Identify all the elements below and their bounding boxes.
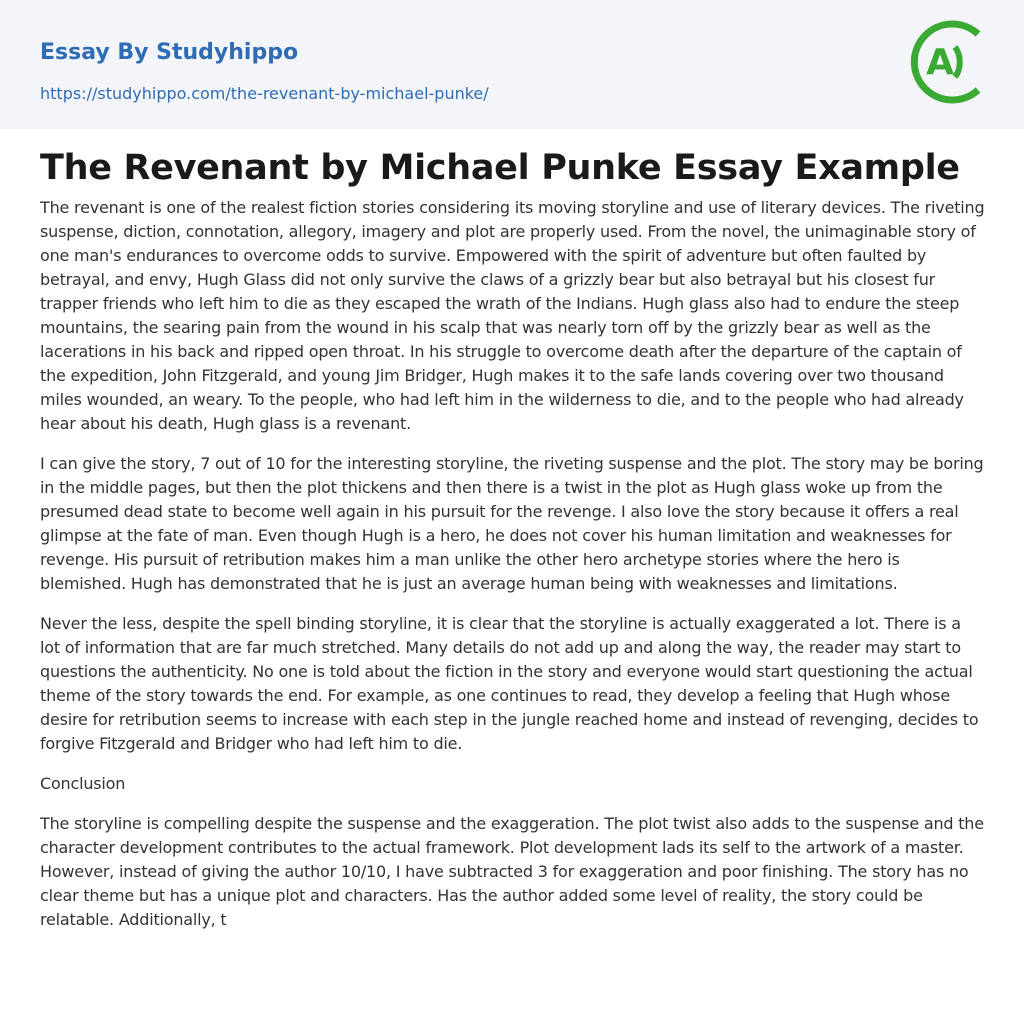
conclusion-heading: Conclusion [40, 774, 126, 793]
site-header [0, 0, 1024, 129]
essay-paragraph-conclusion: The storyline is compelling despite the suspense and the exaggeration. The plot twist also adds to the suspense and the character development contributes to the actual framework. Plot development lads its self to the artwork of a master. However, instead of giving the author 10/10, I have subtracted 3 for exaggeration and poor finishing. The story has no clear theme but has a unique plot and characters. Has the author added some level of reality, the story could be relatable. Additionally, t [40, 814, 984, 929]
studyhippo-a-logo[interactable] [904, 19, 988, 105]
essay-paragraph-3: Never the less, despite the spell binding storyline, it is clear that the storyline is actually exaggerated a lot. There is a lot of information that are far much stretched. Many details do not add up and along the way, the reader may start to questions the authenticity. No one is told about the fiction in the story and everyone would start questioning the actual theme of the story towards the end. For example, as one continues to read, they develop a feeling that Hugh whose desire for retribution seems to increase with each step in the jungle reached home and instead of revenging, decides to forgive Fitzgerald and Bridger who had left him to die. [40, 614, 979, 753]
essay-article [40, 146, 985, 932]
logo-letter: A [926, 42, 954, 83]
essay-paragraph-1: The revenant is one of the realest fiction stories considering its moving storyline and use of literary devices. The riveting suspense, diction, connotation, allegory, imagery and plot are properly used. From the novel, the unimaginable story of one man's endurances to overcome odds to survive. Empowered with the spirit of adventure but often faulted by betrayal, and envy, Hugh Glass did not only survive the claws of a grizzly bear but also betrayal but his closest fur trapper friends who left him to die as they escaped the wrath of the Indians. Hugh glass also had to endure the steep mountains, the searing pain from the wound in his scalp that was nearly torn off by the grizzly bear as well as the lacerations in his back and ripped open throat. In his struggle to overcome death after the departure of the captain of the expedition, John Fitzgerald, and young Jim Bridger, Hugh makes it to the safe lands covering over two thousand miles wounded, an weary. To the people, who had left him in the wilderness to die, and to the people who had already hear about his death, Hugh glass is a revenant. [40, 198, 985, 433]
essay-url-link[interactable]: https://studyhippo.com/the-revenant-by-michael-punke/ [40, 84, 489, 103]
essay-paragraph-2: I can give the story, 7 out of 10 for the interesting storyline, the riveting suspense and the plot. The story may be boring in the middle pages, but then the plot thickens and then there is a twist in the plot as Hugh glass woke up from the presumed dead state to become well again in his pursuit for the revenge. I also love the story because it offers a real glimpse at the fate of man. Even though Hugh is a hero, he does not cover his human limitation and weaknesses for revenge. His pursuit of retribution makes him a man unlike the other hero archetype stories where the hero is blemished. Hugh has demonstrated that he is just an average human being with weaknesses and limitations. [40, 454, 984, 593]
essay-title: The Revenant by Michael Punke Essay Example [40, 148, 960, 188]
site-brand-title[interactable]: Essay By Studyhippo [40, 40, 299, 65]
